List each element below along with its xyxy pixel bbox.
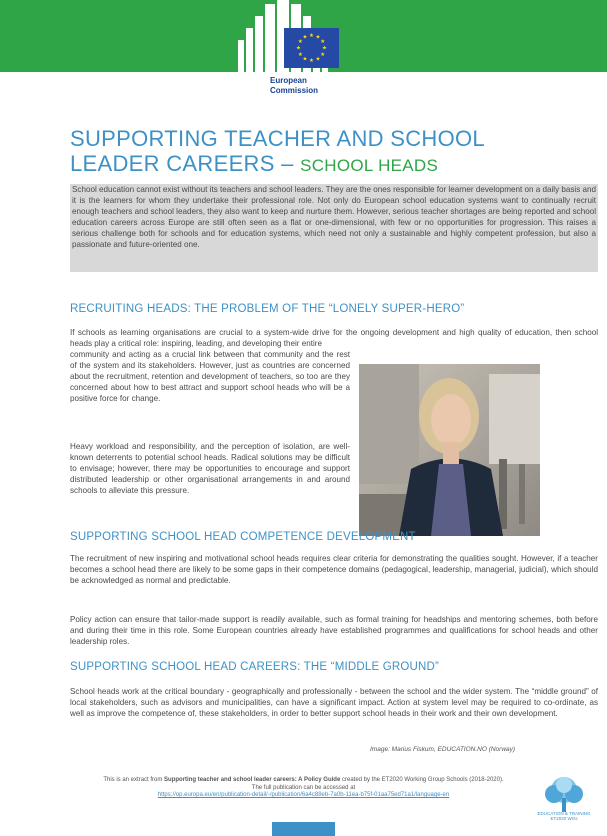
logo-line-2: Commission [270, 86, 319, 95]
intro-box [70, 184, 598, 272]
image-caption: Image: Marius Fiskum, EDUCATION.NO (Norway) [370, 746, 516, 753]
eu-flag-icon [284, 28, 339, 68]
section3-heading: SUPPORTING SCHOOL HEAD CAREERS: THE “MIDDLE GROUND” [70, 661, 440, 673]
svg-text:★: ★ [302, 56, 308, 63]
svg-text:★: ★ [320, 52, 326, 58]
portrait-image [359, 364, 540, 536]
section1-para1: If schools as learning organisations are crucial to a system-wide drive for the ongoing development and high quality of education, then school heads play a critical role: inspiring, leading, and developing their entire [70, 328, 598, 348]
svg-text:★: ★ [302, 34, 308, 41]
badge-line1: EDUCATION & TRAINING [537, 811, 591, 816]
svg-text:★: ★ [322, 45, 327, 52]
school-head-photo [359, 364, 540, 536]
ec-logo-text [270, 76, 318, 96]
footer-bold: Supporting teacher and school leader careers: A Policy Guide [164, 777, 341, 783]
tree-icon [538, 774, 590, 814]
footer-line1 [0, 777, 607, 785]
section2-para2: Policy action can ensure that tailor-made support is readily available, such as formal training for headships and mentoring schemes, both before and during their time in this role. Some European countries already have established programmes and qualifications for school heads and other leadership roles. [70, 615, 598, 646]
svg-text:★: ★ [297, 52, 303, 58]
badge-text [531, 811, 597, 821]
section1-para1b: community and acting as a crucial link between that community and the rest of the system and its stakeholders. However, just as countries are concerned about the recruitment, retention and development of teachers, so too are they concerned about how to best attract and support school heads who will be a positive force for change. [70, 350, 350, 403]
svg-text:★: ★ [320, 39, 326, 45]
footer-line2: The full publication can be accessed at [251, 784, 356, 791]
section1-heading: RECRUITING HEADS: THE PROBLEM OF THE “LONELY SUPER-HERO” [70, 303, 465, 315]
footer-post: created by the ET2020 Working Group Schools (2018-2020). [340, 777, 504, 783]
bottom-accent-bar [272, 822, 335, 836]
svg-text:★: ★ [315, 34, 321, 41]
svg-text:★: ★ [315, 56, 321, 63]
logo-line-1: European [270, 76, 307, 85]
footer [0, 777, 607, 800]
svg-text:★: ★ [297, 39, 303, 45]
badge-line2: ET2020 WGs [550, 816, 578, 821]
section2-heading: SUPPORTING SCHOOL HEAD COMPETENCE DEVELOPMENT [70, 531, 416, 543]
intro-text: School education cannot exist without its teachers and school leaders. They are the ones responsible for learner development on a daily basis and it is the learners for whom they undertake their professional role. Not only do European school education systems want to continually recruit enough teachers and school leaders, they also want to keep and nurture them. However, serious teacher shortages are being reported and school education careers across Europe are still often seen as a flat or one-dimensional, with few or no opportunities for progression. This raises a serious challenge both for schools and for education systems, which need not only a sustainable and highly competent profession, but also a passionate and future-oriented one. [72, 185, 597, 249]
section2-para1: The recruitment of new inspiring and motivational school heads requires clear criteria for demonstrating the qualities sought. However, if a teacher becomes a school head there are likely to be some gaps in their competence domains (pedagogical, leadership, managerial, judicial), which should be acknowledged as normal and predictable. [70, 554, 598, 585]
page-title [70, 126, 550, 178]
section1-para2: Heavy workload and responsibility, and the perception of isolation, are well-known deterrents to potential school heads. Radical solutions may be difficult to envisage; however, there may be opportunities to encourage and support distributed leadership or other organisational arrangements in and around schools to alleviate this pressure. [70, 442, 350, 495]
svg-text:★: ★ [296, 45, 301, 52]
publication-link[interactable]: https://op.europa.eu/en/publication-detail/-/publication/6a4c88eb-7a0b-11ea-b75f-01aa75ed71a1/language-en [157, 792, 450, 798]
footer-pre: This is an extract from [103, 777, 165, 783]
title-main: SUPPORTING TEACHER AND SCHOOL LEADER CAREERS – [70, 126, 485, 176]
svg-text:★: ★ [309, 33, 314, 39]
section3-para1: School heads work at the critical boundary - geographically and professionally - between the school and the wider system. The “middle ground” of local stakeholders, such as advisors and municipalities, can have a significant impact. Action at system level may be required to co-ordinate, as well as improve the competence of, these stakeholders, in order to better support school heads in their work and their own development. [70, 687, 598, 718]
title-sub: SCHOOL HEADS [300, 156, 439, 175]
svg-text:★: ★ [309, 58, 314, 64]
